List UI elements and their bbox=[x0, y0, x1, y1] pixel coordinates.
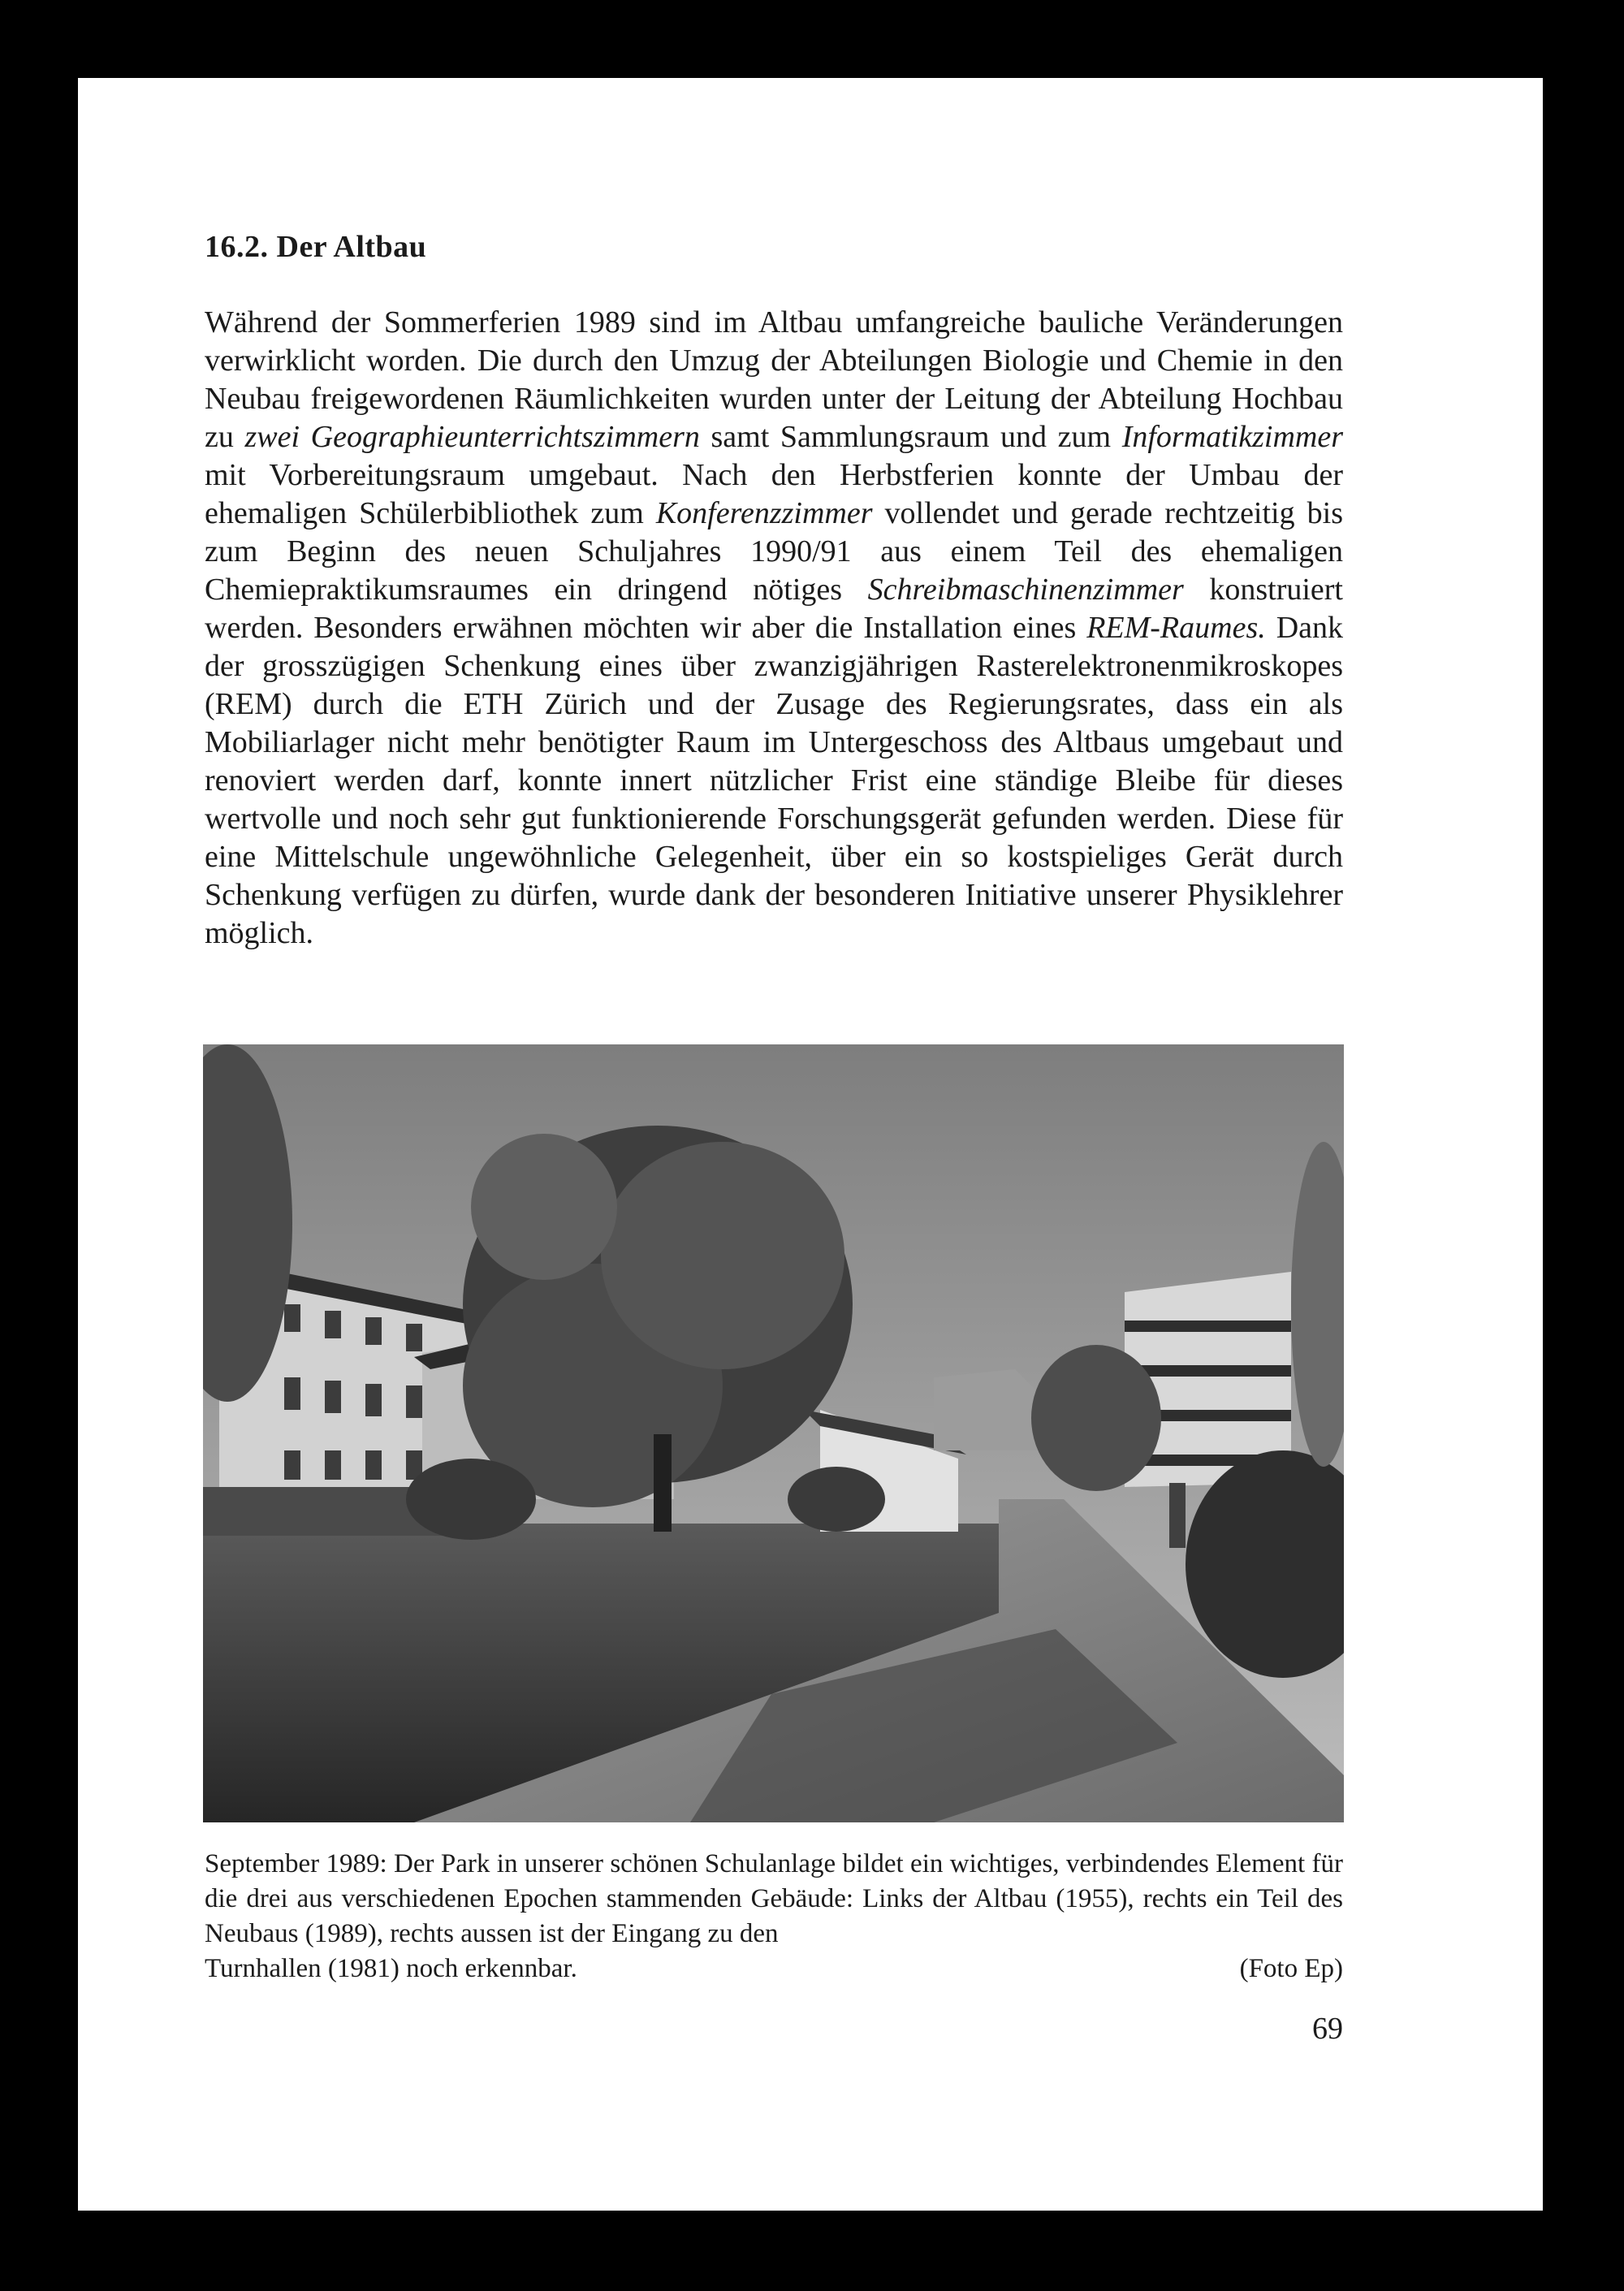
emphasis-conference-room: Konferenzzimmer bbox=[655, 496, 873, 530]
emphasis-rem-room: REM-Raumes. bbox=[1086, 611, 1266, 645]
document-page bbox=[78, 78, 1543, 2211]
section-heading: 16.2. Der Altbau bbox=[205, 230, 427, 264]
school-park-photo bbox=[203, 1044, 1344, 1822]
photo-caption bbox=[205, 1847, 1343, 1986]
caption-text: September 1989: Der Park in unserer schönen Schulanlage bildet ein wichtiges, verbindendes Element für die drei aus verschiedenen Epochen stammenden Gebäude: Links der Altbau (1955), rechts ein Teil des Neubaus (1989), rechts aussen ist der Eingang zu den bbox=[205, 1849, 1343, 1948]
body-text-segment: Dank der grosszügigen Schenkung eines über zwanzigjährigen Rasterelektronenmikroskopes (REM) durch die ETH Zürich und der Zusage des Regierungsrates, dass ein als Mobiliarlager nicht mehr benötigter Raum im Untergeschoss des Altbaus umgebaut und renoviert werden darf, konnte innert nützlicher Frist eine ständige Bleibe für dieses wertvolle und noch sehr gut funktionierende Forschungsgerät gefunden werden. Diese für eine Mittelschule ungewöhnliche Gelegenheit, über ein so kostspieliges Gerät durch Schenkung verfügen zu dürfen, wurde dank der besonderen Initiative unserer Physiklehrer möglich. bbox=[205, 611, 1344, 950]
emphasis-informatics-room: Informatikzimmer bbox=[1121, 420, 1344, 454]
caption-last-text: Turnhallen (1981) noch erkennbar. bbox=[205, 1954, 577, 1983]
body-text-segment: konstruiert werden. Besonders erwähnen möchten wir aber die Installation eines bbox=[205, 573, 1343, 645]
body-text-segment: samt Sammlungsraum und zum bbox=[699, 420, 1122, 454]
body-text-segment: vollendet und gerade rechtzeitig bis zum Beginn des neuen Schuljahres 1990/91 aus einem Teil des ehemaligen Chemiepraktikumsraumes ein dringend nötiges bbox=[205, 496, 1343, 607]
photo-credit: (Foto Ep) bbox=[1239, 1954, 1343, 1983]
caption-last-line bbox=[205, 1952, 1343, 1986]
body-paragraph bbox=[205, 304, 1343, 953]
emphasis-typewriter-room: Schreibmaschinenzimmer bbox=[867, 573, 1184, 607]
body-text-segment: Während der Sommerferien 1989 sind im Altbau umfangreiche bauliche Veränderungen verwirklicht worden. Die durch den Umzug der Abteilungen Biologie und Chemie in den Neubau freigewordenen Räumlichkeiten wurden unter der Leitung der Abteilung Hochbau zu bbox=[205, 305, 1343, 454]
page-number: 69 bbox=[1312, 2012, 1343, 2046]
body-text-segment: mit Vorbereitungsraum umgebaut. Nach den Herbstferien konnte der Umbau der ehemaligen Schülerbibliothek zum bbox=[205, 458, 1343, 530]
emphasis-geography-rooms: zwei Geographieunterrichtszimmern bbox=[244, 420, 700, 454]
